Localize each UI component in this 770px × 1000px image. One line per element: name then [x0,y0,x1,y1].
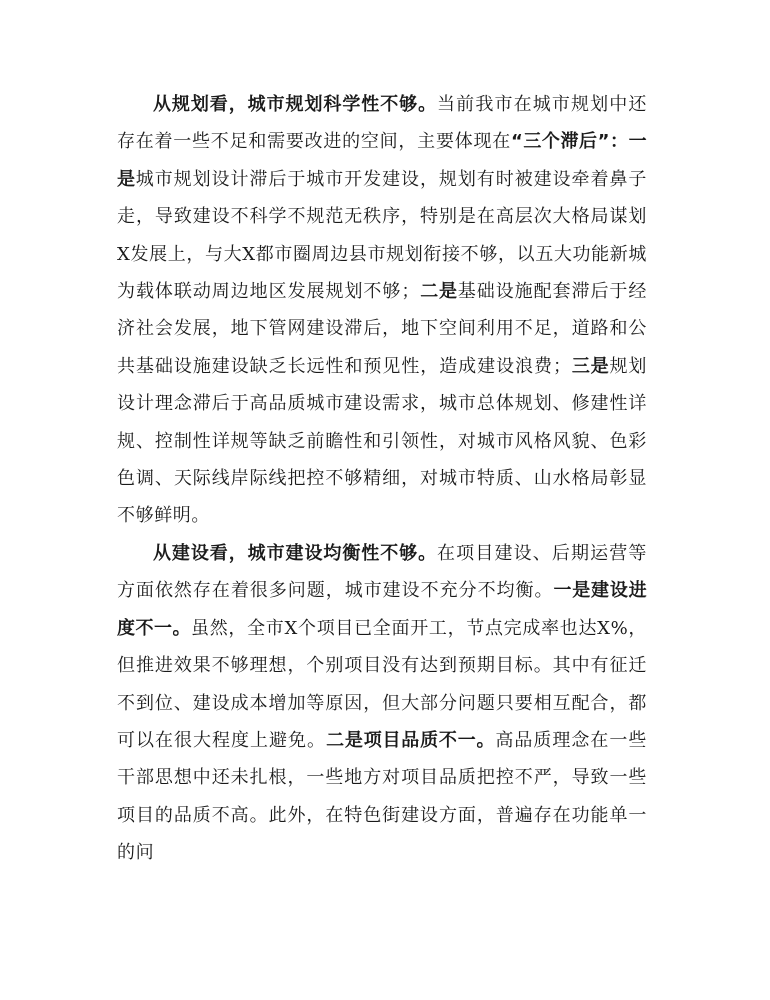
paragraph-planning [117,86,647,535]
label-second: 二是 [419,281,458,303]
text-segment: 高品质理念在一些干部思想中还未扎根，一些地方对项目品质把控不严，导致一些项目的品质不高。此外，在特色街建设方面，普遍存在功能单一的问 [117,729,647,864]
heading-construction: 从建设看，城市建设均衡性不够。 [153,542,438,564]
document-page [117,86,647,872]
label-progress: 一是建设进度不一。 [117,580,647,639]
text-segment: 当前我市在城市规划中还存在着一些不足和需要改进的空间，主要体现在 [117,94,648,153]
label-third: 三是 [571,355,610,377]
label-first: 一是 [117,131,647,190]
heading-planning: 从规划看，城市规划科学性不够。 [153,94,438,115]
text-segment: 虽然，全市X个项目已全面开工，节点完成率也达X%，但推进效果不够理想，个别项目没有达到预期目标。其中有征迁不到位、建设成本增加等原因，但大部分问题只要相互配合，都可以在很大程度上避免。 [117,617,647,751]
paragraph-construction [117,535,647,872]
text-segment: 城市规划设计滞后于城市开发建设，规划有时被建设牵着鼻子走，导致建设不科学不规范无秩序，特别是在高层次大格局谋划X发展上，与大X都市圈周边县市规划衔接不够，以五大功能新城为载体联动周边地区发展规划不够； [117,168,647,303]
text-segment: 在项目建设、后期运营等方面依然存在着很多问题，城市建设不充分不均衡。 [117,542,648,602]
text-segment: 基础设施配套滞后于经济社会发展，地下管网建设滞后，地下空间利用不足，道路和公共基础设施建设缺乏长远性和预见性，造成建设浪费； [117,281,647,377]
highlight-three-lags: “三个滞后”： [510,131,629,153]
text-segment: 规划设计理念滞后于高品质城市建设需求，城市总体规划、修建性详规、控制性详规等缺乏前瞻性和引领性，对城市风格风貌、色彩色调、天际线岸际线把控不够精细，对城市特质、山水格局彰显不够鲜明。 [117,355,647,527]
label-quality: 二是项目品质不一。 [326,729,496,751]
